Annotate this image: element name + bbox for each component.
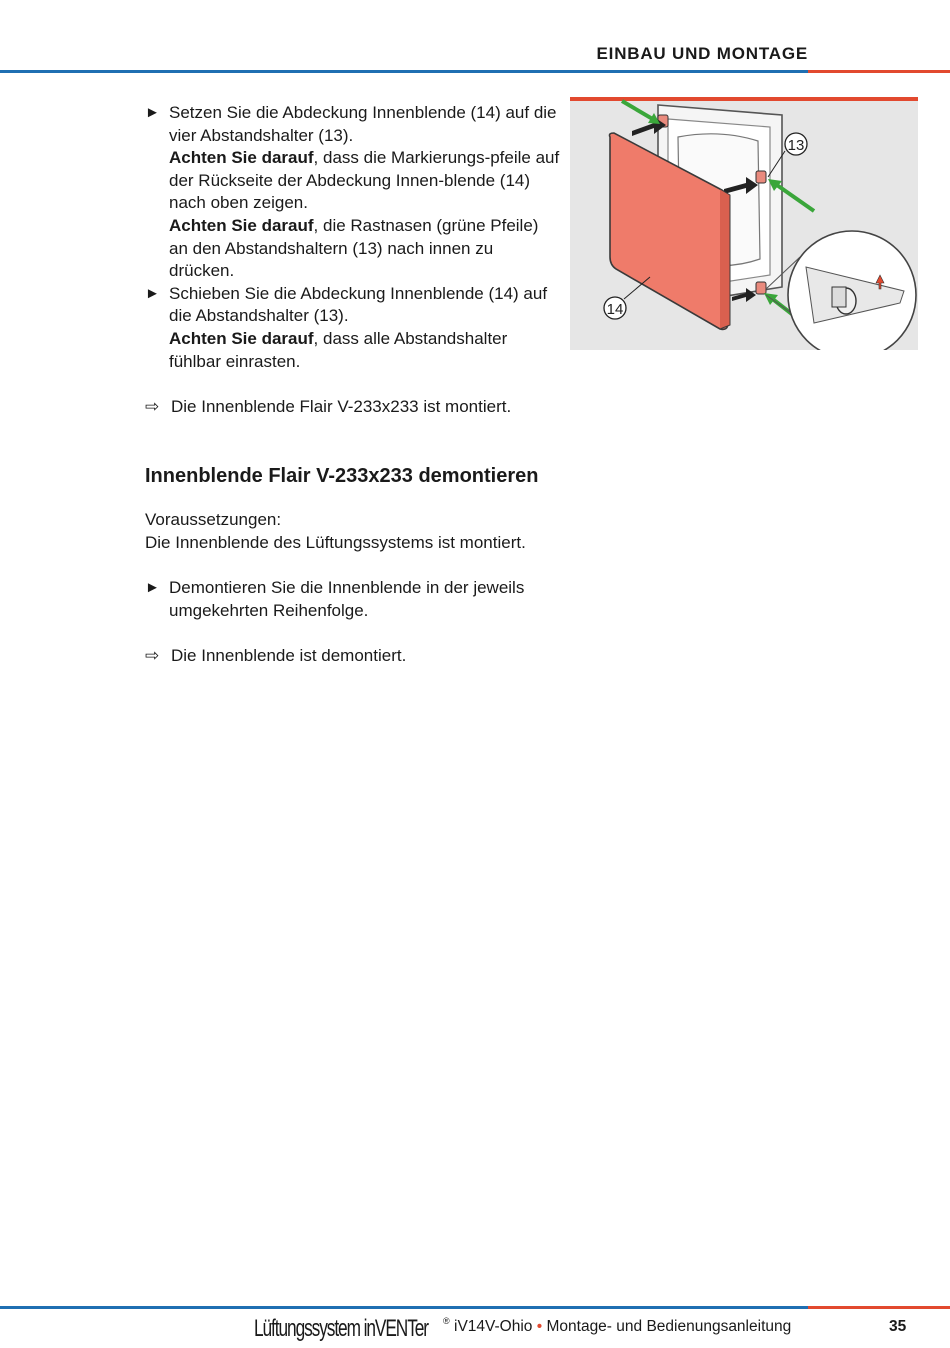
footer-doc-info (454, 1318, 791, 1336)
document-title: Montage- und Bedienungsanleitung (546, 1318, 792, 1335)
illustration-drawing (570, 97, 918, 350)
note-emphasis: Achten Sie darauf (169, 148, 314, 168)
step-note (169, 147, 560, 215)
instruction-step (145, 283, 560, 373)
page-footer (0, 1315, 950, 1342)
result-text: Die Innenblende ist demontiert. (171, 645, 407, 665)
assembly-illustration (570, 97, 918, 350)
spacer-bottom (756, 282, 766, 294)
main-content (145, 102, 560, 667)
note-emphasis: Achten Sie darauf (169, 328, 314, 348)
result-line (145, 396, 560, 419)
header-rule (0, 70, 950, 73)
result-line (145, 645, 560, 668)
step-triangle-icon: ► (145, 104, 160, 121)
brand-logo: Lüftungssystem inVENTer (254, 1315, 428, 1342)
step-text: Schieben Sie die Abdeckung Innenblende (14) auf die Abstandshalter (13). (169, 283, 548, 326)
callout-13-label: 13 (787, 137, 805, 154)
note-emphasis: Achten Sie darauf (169, 215, 314, 235)
result-arrow-icon: ⇨ (145, 645, 160, 665)
registered-mark: ® (443, 1316, 450, 1326)
section-title: EINBAU UND MONTAGE (596, 44, 808, 63)
callout-14-label: 14 (606, 301, 624, 318)
footer-rule (0, 1306, 950, 1309)
instruction-step (145, 577, 560, 622)
result-arrow-icon: ⇨ (145, 396, 160, 416)
step-triangle-icon: ► (145, 579, 160, 597)
note-text: , die Rastnasen (grüne Pfeile) an den Abstandshaltern (13) nach innen zu drücken. (169, 215, 539, 281)
note-text: , dass alle Abstandshalter fühlbar einrasten. (169, 328, 508, 371)
result-text: Die Innenblende Flair V-233x233 ist montiert. (171, 396, 512, 416)
prerequisites-text: Die Innenblende des Lüftungssystems ist montiert. (145, 532, 526, 552)
footer-separator: • (536, 1318, 543, 1335)
note-text: , dass die Markierungs-pfeile auf der Rückseite der Abdeckung Innen-blende (14) nach oben zeigen. (169, 148, 560, 213)
latch-arrow-icon (622, 101, 656, 121)
step-note (169, 328, 560, 373)
instruction-step (145, 102, 560, 283)
cover-panel-edge (720, 189, 730, 329)
section-heading: Innenblende Flair V-233x233 demontieren (145, 465, 539, 488)
page-number: 35 (889, 1318, 907, 1335)
product-name: iV14V-Ohio (454, 1318, 533, 1335)
step-text: Setzen Sie die Abdeckung Innenblende (14) auf die vier Abstandshalter (13). (169, 103, 557, 145)
prerequisites-label: Voraussetzungen: (145, 510, 282, 530)
step-text: Demontieren Sie die Innenblende in der jeweils umgekehrten Reihenfolge. (169, 578, 525, 620)
step-triangle-icon: ► (145, 284, 160, 302)
spacer-right (756, 171, 766, 183)
step-note (169, 215, 560, 283)
